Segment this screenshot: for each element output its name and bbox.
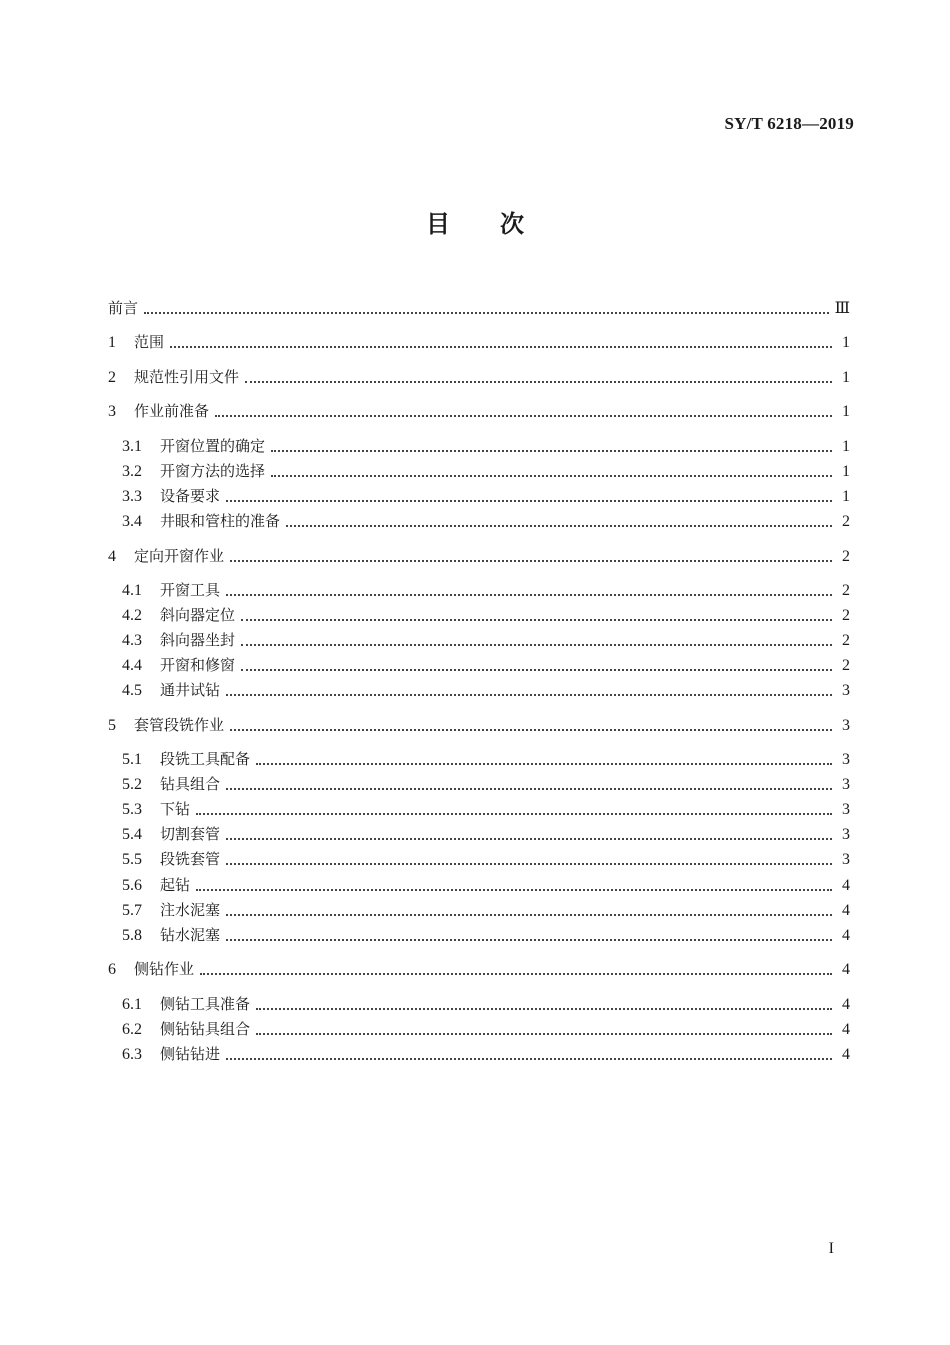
dot-leader [196, 813, 832, 815]
toc-entry-label: 侧钻工具准备 [160, 995, 251, 1013]
toc-entry-page: 3 [842, 682, 850, 699]
toc-entry[interactable] [122, 654, 850, 676]
toc-entry[interactable] [108, 366, 850, 388]
toc-entry-number: 5 [108, 717, 116, 734]
toc-entry-number: 5.8 [122, 927, 142, 944]
toc-entry-number: 5.4 [122, 826, 142, 843]
dot-leader [226, 863, 832, 865]
toc-entry-page: 3 [842, 851, 850, 868]
dot-leader [144, 312, 829, 314]
toc-entry[interactable] [122, 629, 850, 651]
toc-entry-page: 4 [842, 961, 850, 978]
dot-leader [226, 788, 832, 790]
dot-leader [241, 669, 832, 671]
toc-entry-page: 4 [842, 877, 850, 894]
standard-code: SY/T 6218—2019 [724, 114, 854, 133]
toc-entry[interactable] [122, 848, 850, 870]
toc-entry[interactable] [108, 400, 850, 422]
dot-leader [245, 381, 832, 383]
toc-entry-label: 钻水泥塞 [160, 926, 221, 944]
dot-leader [256, 1033, 832, 1035]
toc-entry-label: 段铣工具配备 [160, 750, 251, 768]
toc-entry-label: 起钻 [160, 876, 191, 894]
toc-entry-label: 切割套管 [160, 825, 221, 843]
toc-entry[interactable] [122, 899, 850, 921]
toc-entry-label: 规范性引用文件 [134, 368, 240, 386]
toc-entry-number: 5.2 [122, 776, 142, 793]
toc-entry-label: 侧钻钻具组合 [160, 1020, 251, 1038]
toc-entry-label: 注水泥塞 [160, 901, 221, 919]
toc-entry-page: 2 [842, 607, 850, 624]
toc-entry-page: 4 [842, 927, 850, 944]
toc-entry[interactable] [122, 435, 850, 457]
toc-entry-number: 4.4 [122, 657, 142, 674]
toc-entry-page: 1 [842, 334, 850, 351]
toc-entry[interactable] [108, 331, 850, 353]
toc-entry-label: 斜向器坐封 [160, 631, 236, 649]
dot-leader [226, 914, 832, 916]
toc-entry-number: 3.1 [122, 438, 142, 455]
toc-entry-page: 2 [842, 513, 850, 530]
page-number: I [828, 1240, 834, 1257]
toc-entry-label: 开窗位置的确定 [160, 437, 266, 455]
toc-entry-number: 6.2 [122, 1021, 142, 1038]
toc-entry-number: 2 [108, 369, 116, 386]
toc-entry[interactable] [122, 748, 850, 770]
toc-entry-label: 下钻 [160, 800, 191, 818]
dot-leader [226, 939, 832, 941]
dot-leader [226, 694, 832, 696]
dot-leader [230, 729, 832, 731]
toc-entry-label: 作业前准备 [134, 402, 210, 420]
dot-leader [271, 450, 832, 452]
toc-entry-page: 4 [842, 902, 850, 919]
toc-entry-label: 钻具组合 [160, 775, 221, 793]
toc-entry[interactable] [108, 958, 850, 980]
toc-entry-number: 5.1 [122, 751, 142, 768]
page-title: 目次 [426, 210, 574, 238]
dot-leader [271, 475, 832, 477]
toc-entry-page: 2 [842, 548, 850, 565]
toc-entry-number: 3.2 [122, 463, 142, 480]
toc-entry[interactable] [122, 773, 850, 795]
dot-leader [230, 560, 832, 562]
toc-entry-label: 井眼和管柱的准备 [160, 512, 281, 530]
toc-entry[interactable] [122, 510, 850, 532]
toc-entry-number: 6.1 [122, 996, 142, 1013]
toc-entry-label: 开窗方法的选择 [160, 462, 266, 480]
toc-entry-page: 4 [842, 996, 850, 1013]
toc-entry-page: 3 [842, 717, 850, 734]
toc-entry[interactable] [122, 604, 850, 626]
toc-entry[interactable] [122, 1018, 850, 1040]
dot-leader [196, 889, 832, 891]
dot-leader [256, 763, 832, 765]
toc-entry-page: 1 [842, 438, 850, 455]
toc-entry[interactable] [122, 924, 850, 946]
toc-entry-page: 2 [842, 582, 850, 599]
dot-leader [226, 594, 832, 596]
toc-entry-number: 4.2 [122, 607, 142, 624]
toc-entry-number: 6.3 [122, 1046, 142, 1063]
toc-entry-page: 2 [842, 632, 850, 649]
dot-leader [241, 619, 832, 621]
toc-entry[interactable] [108, 297, 850, 319]
toc-entry-number: 4.1 [122, 582, 142, 599]
toc-entry-page: 4 [842, 1046, 850, 1063]
toc-entry-label: 侧钻钻进 [160, 1045, 221, 1063]
toc-entry-number: 5.6 [122, 877, 142, 894]
dot-leader [226, 838, 832, 840]
dot-leader [241, 644, 832, 646]
toc-entry-page: Ⅲ [834, 300, 850, 317]
dot-leader [226, 500, 832, 502]
toc-entry-number: 5.7 [122, 902, 142, 919]
toc-entry[interactable] [122, 679, 850, 701]
toc-entry-page: 3 [842, 801, 850, 818]
dot-leader [215, 415, 832, 417]
toc-entry-label: 段铣套管 [160, 850, 221, 868]
dot-leader [170, 346, 832, 348]
toc-entry[interactable] [122, 993, 850, 1015]
toc-entry-label: 设备要求 [160, 487, 221, 505]
toc-entry[interactable] [122, 874, 850, 896]
toc-entry-label: 开窗和修窗 [160, 656, 236, 674]
toc-entry-page: 3 [842, 751, 850, 768]
toc-entry-page: 1 [842, 488, 850, 505]
toc-entry-number: 5.3 [122, 801, 142, 818]
toc-entry-number: 1 [108, 334, 116, 351]
toc-entry-label: 斜向器定位 [160, 606, 236, 624]
toc-entry[interactable] [122, 460, 850, 482]
toc-entry-label: 定向开窗作业 [134, 547, 225, 565]
toc-entry[interactable] [122, 485, 850, 507]
toc-entry[interactable] [108, 714, 850, 736]
toc-entry-label: 前言 [108, 299, 139, 317]
toc-entry-page: 4 [842, 1021, 850, 1038]
toc-entry-page: 3 [842, 826, 850, 843]
toc-entry-page: 2 [842, 657, 850, 674]
toc-entry-number: 4 [108, 548, 116, 565]
toc-entry-number: 4.3 [122, 632, 142, 649]
toc-entry-page: 1 [842, 463, 850, 480]
toc-entry[interactable] [122, 1043, 850, 1065]
toc-entry-label: 套管段铣作业 [134, 716, 225, 734]
toc-entry[interactable] [122, 798, 850, 820]
toc-entry-number: 3.4 [122, 513, 142, 530]
toc-entry[interactable] [122, 823, 850, 845]
toc-entry-label: 侧钻作业 [134, 960, 195, 978]
toc-entry-page: 3 [842, 776, 850, 793]
toc-entry-page: 1 [842, 403, 850, 420]
toc-entry-number: 3 [108, 403, 116, 420]
toc-entry-label: 通井试钻 [160, 681, 221, 699]
toc-entry[interactable] [122, 579, 850, 601]
toc-entry-number: 6 [108, 961, 116, 978]
toc-entry-number: 4.5 [122, 682, 142, 699]
toc-entry-label: 开窗工具 [160, 581, 221, 599]
dot-leader [200, 973, 832, 975]
toc-entry-number: 5.5 [122, 851, 142, 868]
toc-entry-label: 范围 [134, 333, 165, 351]
toc-entry[interactable] [108, 545, 850, 567]
toc-entry-number: 3.3 [122, 488, 142, 505]
toc-entry-page: 1 [842, 369, 850, 386]
dot-leader [286, 525, 832, 527]
dot-leader [256, 1008, 832, 1010]
dot-leader [226, 1058, 832, 1060]
